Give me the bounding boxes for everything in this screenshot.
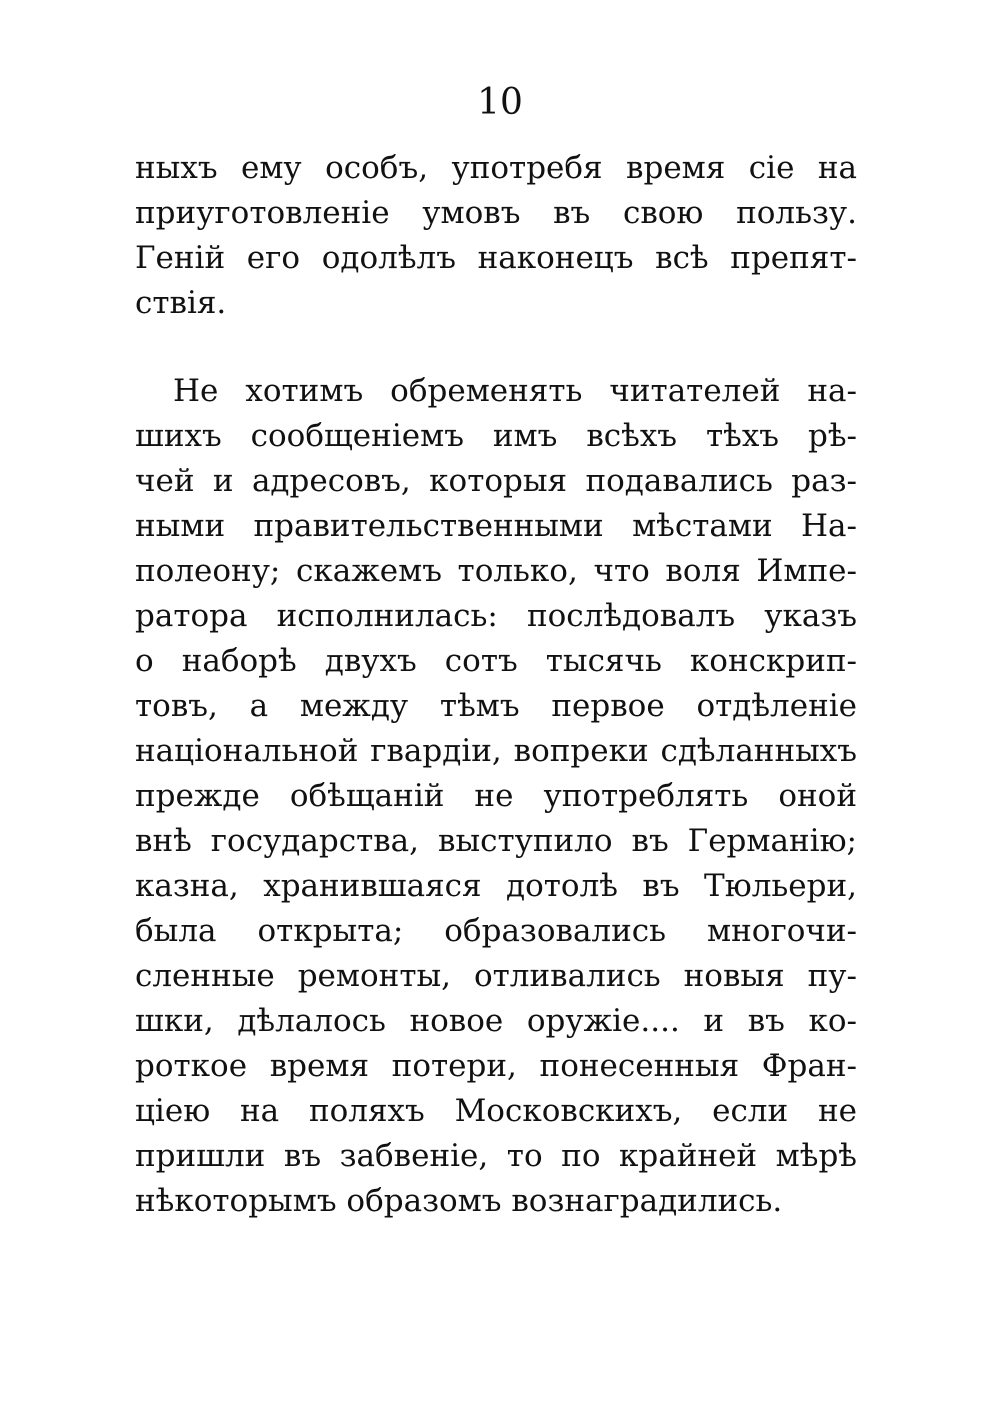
text-line: роткое время потери, понесенныя Фран- xyxy=(135,1048,857,1084)
text-line: шихъ сообщеніемъ имъ всѣхъ тѣхъ рѣ- xyxy=(135,418,857,454)
text-line: была открыта; образовались многочи- xyxy=(135,913,857,949)
text-line: сленные ремонты, отливались новыя пу- xyxy=(135,958,857,994)
text-line: товъ, а между тѣмъ первое отдѣленіе xyxy=(135,688,857,724)
text-line: ціею на поляхъ Московскихъ, если не xyxy=(135,1093,857,1129)
text-line: приуготовленіе умовъ въ свою пользу. xyxy=(135,195,857,231)
text-line: пришли въ забвеніе, то по крайней мѣрѣ xyxy=(135,1138,857,1174)
paragraph-1 xyxy=(135,146,857,326)
paragraph-2 xyxy=(135,369,857,1224)
text-line: внѣ государства, выступило въ Германію; xyxy=(135,823,857,859)
text-line: ратора исполнилась: послѣдовалъ указъ xyxy=(135,598,857,634)
text-line: ствія. xyxy=(135,285,227,321)
page-number: 10 xyxy=(477,82,523,123)
text-line: шки, дѣлалось новое оружіе.... и въ ко- xyxy=(135,1003,857,1039)
text-line: ныхъ ему особъ, употребя время сіе на xyxy=(135,150,857,186)
text-line: полеону; скажемъ только, что воля Импе- xyxy=(135,553,857,589)
text-line: національной гвардіи, вопреки сдѣланныхъ xyxy=(135,733,857,769)
text-line: прежде обѣщаній не употреблять оной xyxy=(135,778,857,814)
text-line: чей и адресовъ, которыя подавались раз- xyxy=(135,463,857,499)
text-line: Не хотимъ обременять читателей на- xyxy=(173,373,857,409)
text-line: нѣкоторымъ образомъ вознаградились. xyxy=(135,1183,783,1219)
text-line: казна, хранившаяся дотолѣ въ Тюльери, xyxy=(135,868,857,904)
text-line: о наборѣ двухъ сотъ тысячь конскрип- xyxy=(135,643,857,679)
text-line: Геній его одолѣлъ наконецъ всѣ препят- xyxy=(135,240,857,276)
text-line: ными правительственными мѣстами На- xyxy=(135,508,857,544)
